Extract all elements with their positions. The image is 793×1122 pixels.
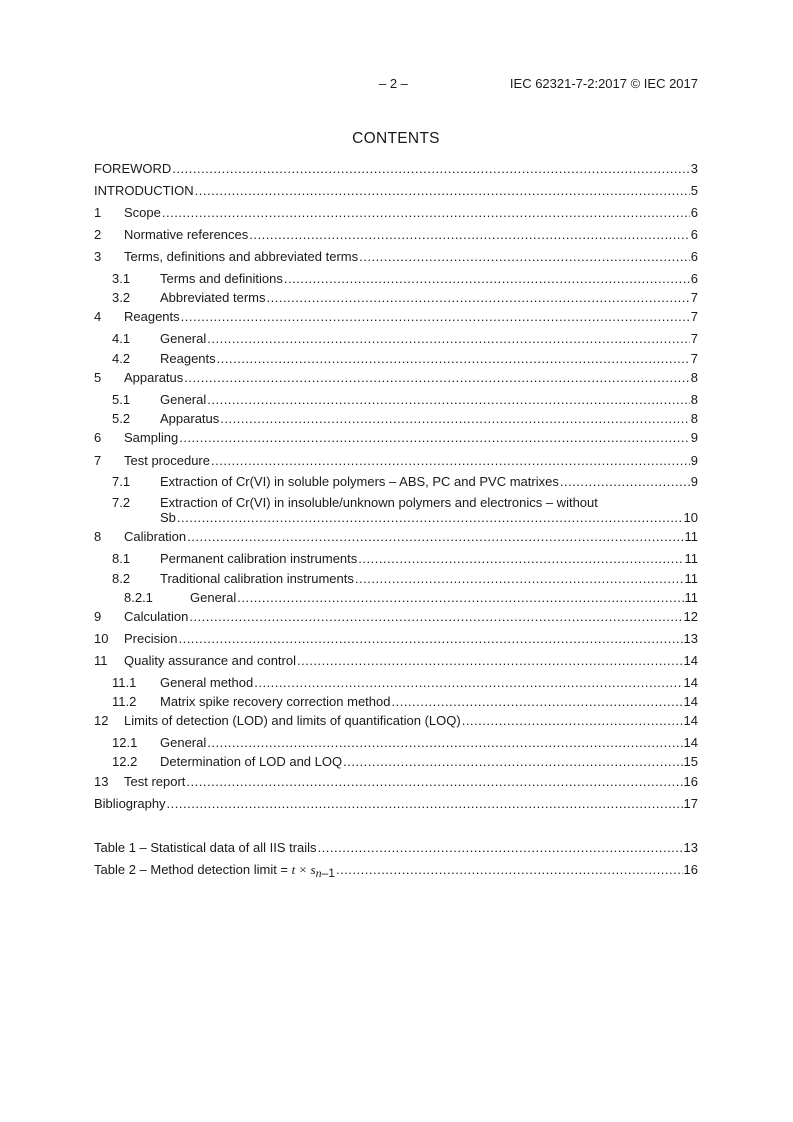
toc-entry-page: 7	[690, 331, 698, 346]
toc-entry-page: 17	[683, 796, 698, 811]
toc-entry-text: Permanent calibration instruments	[160, 551, 358, 566]
table-list-entry-2[interactable]	[94, 862, 698, 878]
toc-leader-dots	[237, 590, 683, 606]
table-entry-label: Table 2 – Method detection limit =	[94, 862, 292, 877]
toc-entry-page: 16	[683, 774, 698, 789]
toc-leader-dots	[207, 735, 682, 751]
toc-entry-number: 7	[94, 453, 102, 468]
toc-entry-text: General method	[160, 675, 254, 690]
toc-leader-dots	[284, 271, 690, 287]
toc-entry-number: 9	[94, 609, 102, 624]
toc-entry-page: 6	[690, 271, 698, 286]
toc-entry-8-1[interactable]	[112, 551, 698, 567]
toc-entry-8-2-1[interactable]	[124, 590, 698, 606]
toc-entry-number: 10	[94, 631, 109, 646]
toc-leader-dots	[249, 227, 689, 243]
toc-leader-dots	[391, 694, 682, 710]
toc-entry-number: 4	[94, 309, 102, 324]
toc-entry-text: Apparatus	[124, 370, 184, 385]
toc-entry-page: 8	[690, 411, 698, 426]
toc-entry-page: 11	[684, 590, 698, 605]
table-list-entry-1[interactable]	[94, 840, 698, 856]
math-variable-t: t	[291, 862, 296, 877]
toc-entry-page: 11	[684, 529, 698, 544]
table-entry-page: 13	[683, 840, 698, 855]
toc-leader-dots	[187, 529, 683, 545]
toc-entry-2[interactable]	[94, 227, 698, 243]
toc-entry-8-2[interactable]	[112, 571, 698, 587]
toc-leader-dots	[217, 351, 690, 367]
toc-entry-11-1[interactable]	[112, 675, 698, 691]
toc-entry-text: Sampling	[124, 430, 179, 445]
toc-entry-text: INTRODUCTION	[94, 183, 194, 198]
toc-entry-page: 9	[690, 453, 698, 468]
toc-entry-number: 5.1	[112, 392, 131, 407]
toc-entry-text: Extraction of Cr(VI) in soluble polymers – ABS, PC and PVC matrixes	[160, 474, 559, 489]
toc-entry-page: 9	[690, 430, 698, 445]
page-header	[94, 76, 698, 94]
toc-entry-1[interactable]	[94, 205, 698, 221]
toc-entry-number: 13	[94, 774, 109, 789]
toc-entry-page: 11	[684, 571, 698, 586]
toc-entry-text-continued: Sb	[160, 510, 176, 525]
toc-entry-3-1[interactable]	[112, 271, 698, 287]
toc-entry-number: 5	[94, 370, 102, 385]
toc-entry-3[interactable]	[94, 249, 698, 265]
toc-entry-page: 8	[690, 392, 698, 407]
toc-leader-dots	[343, 754, 682, 770]
toc-leader-dots	[195, 183, 690, 199]
toc-leader-dots	[177, 510, 683, 526]
toc-entry-text: Apparatus	[160, 411, 220, 426]
toc-leader-dots	[181, 309, 690, 325]
toc-entry-text: Calibration	[124, 529, 187, 544]
toc-leader-dots	[178, 631, 682, 647]
toc-entry-page: 10	[683, 510, 698, 525]
toc-entry-text: Extraction of Cr(VI) in insoluble/unknown polymers and electronics – without	[160, 495, 598, 510]
toc-entry-number: 1	[94, 205, 102, 220]
toc-entry-number: 8.2	[112, 571, 131, 586]
toc-leader-dots	[162, 205, 690, 221]
toc-entry-page: 7	[690, 290, 698, 305]
toc-entry-4-1[interactable]	[112, 331, 698, 347]
toc-entry-page: 6	[690, 227, 698, 242]
toc-entry-text: Matrix spike recovery correction method	[160, 694, 391, 709]
toc-entry-6[interactable]	[94, 430, 698, 446]
toc-entry-page: 14	[683, 653, 698, 668]
toc-entry-text: Quality assurance and control	[124, 653, 296, 668]
toc-entry-text: Calculation	[124, 609, 189, 624]
toc-leader-dots	[358, 551, 683, 567]
toc-entry-number: 12	[94, 713, 109, 728]
toc-entry-text: Normative references	[124, 227, 249, 242]
toc-leader-dots	[355, 571, 684, 587]
toc-entry-number: 11.1	[112, 675, 137, 690]
toc-entry-text: Precision	[124, 631, 178, 646]
toc-leader-dots	[207, 392, 690, 408]
toc-leader-dots	[297, 653, 683, 669]
toc-entry-page: 8	[690, 370, 698, 385]
toc-entry-page: 11	[684, 551, 698, 566]
toc-entry-5-1[interactable]	[112, 392, 698, 408]
toc-entry-page: 13	[683, 631, 698, 646]
page-title: CONTENTS	[352, 130, 440, 147]
math-variable-s: s	[310, 862, 316, 877]
table-entry-text: Table 1 – Statistical data of all IIS trails	[94, 840, 317, 855]
toc-entry-text: General	[190, 590, 237, 605]
toc-entry-text: Traditional calibration instruments	[160, 571, 354, 586]
toc-entry-number: 8.1	[112, 551, 131, 566]
toc-entry-number: 8	[94, 529, 102, 544]
toc-entry-number: 8.2.1	[124, 590, 153, 605]
document-reference: IEC 62321-7-2:2017 © IEC 2017	[509, 76, 698, 91]
toc-entry-number: 11	[94, 653, 108, 668]
toc-leader-dots	[186, 774, 682, 790]
toc-entry-11[interactable]	[94, 653, 698, 669]
toc-leader-dots	[184, 370, 690, 386]
toc-entry-page: 7	[690, 351, 698, 366]
toc-entry-introduction[interactable]	[94, 183, 698, 199]
toc-leader-dots	[336, 862, 683, 878]
toc-leader-dots	[211, 453, 690, 469]
toc-entry-number: 7.2	[112, 495, 131, 510]
toc-entry-text: Abbreviated terms	[160, 290, 266, 305]
toc-entry-text: General	[160, 735, 207, 750]
toc-entry-text: Terms and definitions	[160, 271, 283, 286]
toc-entry-page: 3	[690, 161, 698, 176]
toc-entry-11-2[interactable]	[112, 694, 698, 710]
toc-entry-12-2[interactable]	[112, 754, 698, 770]
toc-entry-text: Limits of detection (LOD) and limits of quantification (LOQ)	[124, 713, 461, 728]
toc-entry-page: 15	[683, 754, 698, 769]
toc-entry-page: 9	[690, 474, 698, 489]
toc-entry-text: Determination of LOD and LOQ	[160, 754, 343, 769]
table-entry-text	[94, 862, 335, 878]
toc-entry-text: Test procedure	[124, 453, 210, 468]
toc-entry-page: 5	[690, 183, 698, 198]
toc-leader-dots	[179, 430, 690, 446]
toc-entry-text: General	[160, 392, 207, 407]
toc-entry-page: 14	[683, 675, 698, 690]
toc-entry-page: 12	[683, 609, 698, 624]
toc-leader-dots	[267, 290, 690, 306]
page-number: – 2 –	[379, 76, 408, 91]
toc-entry-page: 14	[683, 694, 698, 709]
toc-leader-dots	[220, 411, 690, 427]
toc-leader-dots	[207, 331, 690, 347]
toc-entry-text: Terms, definitions and abbreviated terms	[124, 249, 359, 264]
toc-entry-9[interactable]	[94, 609, 698, 625]
toc-entry-number: 6	[94, 430, 102, 445]
toc-entry-number: 5.2	[112, 411, 131, 426]
toc-entry-4-2[interactable]	[112, 351, 698, 367]
toc-entry-7[interactable]	[94, 453, 698, 469]
toc-entry-7-1[interactable]	[112, 474, 698, 490]
toc-entry-number: 3	[94, 249, 102, 264]
toc-entry-number: 12.2	[112, 754, 138, 769]
toc-entry-number: 3.1	[112, 271, 131, 286]
toc-entry-4[interactable]	[94, 309, 698, 325]
toc-entry-number: 4.1	[112, 331, 131, 346]
toc-entry-text: Reagents	[124, 309, 180, 324]
toc-entry-5-2[interactable]	[112, 411, 698, 427]
toc-entry-text: Scope	[124, 205, 161, 220]
toc-entry-12-1[interactable]	[112, 735, 698, 751]
toc-entry-page: 6	[690, 205, 698, 220]
toc-entry-text: Reagents	[160, 351, 216, 366]
toc-entry-page: 14	[683, 735, 698, 750]
toc-entry-page: 7	[690, 309, 698, 324]
toc-entry-5[interactable]	[94, 370, 698, 386]
toc-leader-dots	[167, 796, 683, 812]
toc-entry-number: 12.1	[112, 735, 138, 750]
toc-entry-bibliography[interactable]	[94, 796, 698, 812]
math-subscript	[316, 866, 335, 880]
toc-entry-13[interactable]	[94, 774, 698, 790]
toc-entry-12[interactable]	[94, 713, 698, 729]
toc-entry-3-2[interactable]	[112, 290, 698, 306]
toc-leader-dots	[462, 713, 683, 729]
toc-entry-7-2-continued[interactable]	[112, 510, 698, 526]
table-entry-page: 16	[683, 862, 698, 877]
toc-entry-7-2[interactable]	[112, 495, 698, 511]
math-subscript-minus-one: –1	[321, 866, 335, 880]
toc-leader-dots	[318, 840, 683, 856]
toc-entry-text: Bibliography	[94, 796, 166, 811]
math-times-sign: ×	[295, 862, 311, 877]
math-subscript-n: n	[315, 866, 322, 880]
toc-entry-8[interactable]	[94, 529, 698, 545]
toc-entry-number: 7.1	[112, 474, 131, 489]
toc-entry-text: FOREWORD	[94, 161, 172, 176]
toc-entry-10[interactable]	[94, 631, 698, 647]
toc-entry-number: 3.2	[112, 290, 131, 305]
toc-entry-text: General	[160, 331, 207, 346]
toc-entry-foreword[interactable]	[94, 161, 698, 177]
toc-leader-dots	[359, 249, 690, 265]
toc-leader-dots	[172, 161, 689, 177]
toc-leader-dots	[189, 609, 682, 625]
toc-entry-page: 6	[690, 249, 698, 264]
toc-leader-dots	[254, 675, 682, 691]
toc-entry-page: 14	[683, 713, 698, 728]
toc-entry-text: Test report	[124, 774, 186, 789]
toc-entry-number: 2	[94, 227, 102, 242]
toc-entry-number: 4.2	[112, 351, 131, 366]
toc-entry-number: 11.2	[112, 694, 137, 709]
toc-leader-dots	[560, 474, 690, 490]
